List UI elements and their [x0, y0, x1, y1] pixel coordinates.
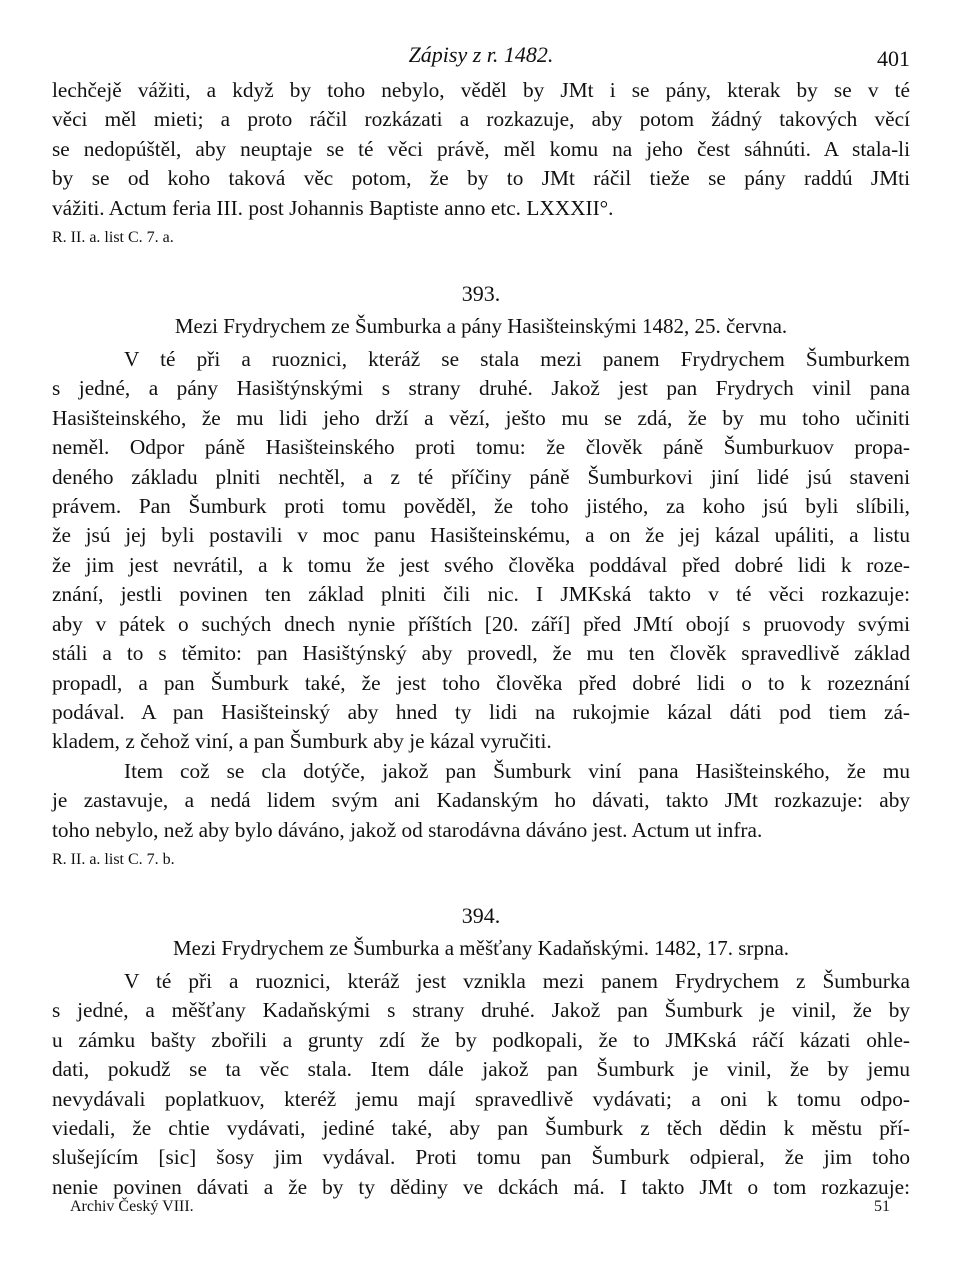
entry-paragraph	[52, 967, 910, 1202]
text-line: neměl. Odpor páně Hasišteinského proti tomu: že člověk páně Šumburkuov propa-	[52, 435, 910, 460]
text-line: nevydávali poplatkuov, kteréž jemu mají spravedlivě vydávati; a oni k tomu odpo-	[52, 1086, 910, 1111]
text-line: že jsú jej byli postavili v moc panu Hasišteinskému, a on že jej kázal upáliti, a listu	[52, 523, 910, 548]
intro-paragraph	[52, 76, 910, 223]
text-line: V té při a ruoznici, kteráž jest vznikla mezi panem Frydrychem z Šumburka	[124, 968, 910, 993]
text-line: že jim jest nevrátil, a k tomu že jest svého člověka poddával před dobré lidi k roze-	[52, 552, 910, 577]
text-line: slušejícím [sic] šosy jim vydával. Proti tomu pan Šumburk odpieral, že jim toho	[52, 1145, 910, 1170]
page-footer	[70, 1198, 890, 1222]
intro-block	[52, 76, 910, 251]
text-line: V té při a ruoznici, kteráž se stala mezi panem Frydrychem Šumburkem	[124, 347, 910, 372]
text-line: kladem, z čehož viní, a pan Šumburk aby je kázal vyručiti.	[52, 729, 552, 754]
text-line: věci měl mieti; a proto ráčil rozkázati a rozkazuje, aby potom žádný takových věcí	[52, 107, 910, 132]
document-page	[52, 36, 910, 1202]
text-line: právem. Pan Šumburk proti tomu pověděl, že toho jistého, za koho jsú byli slíbili,	[52, 494, 910, 519]
entry-heading: Mezi Frydrychem ze Šumburka a pány Hasišteinskými 1482, 25. června.	[174, 314, 788, 339]
entry-394	[52, 899, 910, 1202]
entry-393	[52, 277, 910, 873]
entry-number: 393.	[461, 281, 501, 307]
text-line: s jedné, a pány Hasištýnskými s strany druhé. Jakož jest pan Frydrych vinil pana	[52, 376, 910, 401]
entry-paragraph	[52, 345, 910, 757]
entry-paragraph	[52, 757, 910, 845]
text-line: Item což se cla dotýče, jakož pan Šumburk viní pana Hasišteinského, že mu	[124, 758, 910, 783]
entry-number: 394.	[461, 902, 501, 928]
text-line: propadl, a pan Šumburk také, že jest toho člověka před dobré lidi o to k rozeznání	[52, 670, 910, 695]
text-line: Hasišteinského, že mu lidi jeho drží a vězí, ješto mu se zdá, že by mu toho učiniti	[52, 405, 910, 430]
text-line: s jedné, a měšťany Kadaňskými s strany druhé. Jakož pan Šumburk je vinil, že by	[52, 998, 910, 1023]
text-line: by se od koho taková věc potom, že by to JMt ráčil tieže se pány raddú JMti	[52, 166, 910, 191]
text-line: u zámku bašty zbořili a grunty zdí že by podkopali, že to JMKská ráčí kázati ohle-	[52, 1027, 910, 1052]
source-reference: R. II. a. list C. 7. b.	[52, 850, 175, 868]
text-line: znání, jestli povinen ten základ plniti čili nic. I JMKská takto v té věci rozkazuje:	[52, 582, 910, 607]
text-line: dati, pokudž se ta věc stala. Item dále jakož pan Šumburk je vinil, že by jemu	[52, 1057, 910, 1082]
text-line: je zastavuje, a nedá lidem svým ani Kadanským ho dávati, takto JMt rozkazuje: aby	[52, 788, 910, 813]
text-line: viedali, že chtie vydávati, jediné také, aby pan Šumburk z těch dědin k městu pří-	[52, 1115, 910, 1140]
footer-publication: Archiv Český VIII.	[70, 1198, 194, 1215]
text-line: nenie povinen dávati a že by ty dědiny ve dckách má. I takto JMt o tom rozkazuje:	[52, 1174, 910, 1199]
text-line: stáli a to s těmito: pan Hasištýnský aby provedl, že mu ten člověk spravedlivě základ	[52, 641, 910, 666]
text-line: aby v pátek o suchých dnech nynie příštích [20. září] před JMtí obojí s pruovody svými	[52, 611, 910, 636]
text-line: toho nebylo, než aby bylo dáváno, jakož od starodávna dáváno jest. Actum ut infra.	[52, 817, 763, 842]
source-reference: R. II. a. list C. 7. a.	[52, 229, 174, 247]
running-title: Zápisy z r. 1482.	[408, 42, 554, 67]
footer-signature-number: 51	[874, 1198, 890, 1215]
page-header	[52, 36, 910, 76]
page-number: 401	[877, 46, 910, 71]
entry-heading: Mezi Frydrychem ze Šumburka a měšťany Kadaňskými. 1482, 17. srpna.	[172, 935, 790, 960]
text-line: podával. A pan Hasišteinský aby hned ty lidi na rukojmie kázal dáti pod tiem zá-	[52, 699, 910, 724]
text-line: deného základu plniti nechtěl, a z té příčiny páně Šumburkovi jiní lidé jsú staveni	[52, 464, 910, 489]
text-line: vážiti. Actum feria III. post Johannis Baptiste anno etc. LXXXII°.	[52, 195, 614, 220]
text-line: se nedopúštěl, aby neuptaje se té věci právě, měl komu na jeho čest sáhnúti. A stala-li	[52, 136, 910, 161]
text-line: lechčejě vážiti, a když by toho nebylo, věděl by JMt i se pány, kterak by se v té	[52, 78, 910, 102]
